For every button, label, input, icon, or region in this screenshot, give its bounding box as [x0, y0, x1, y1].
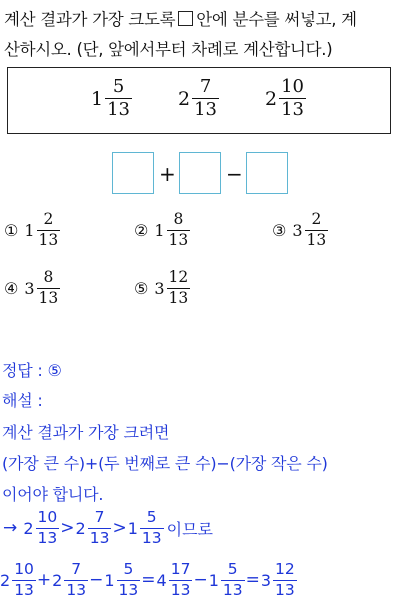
answer-blank-1[interactable]	[112, 152, 154, 194]
question-text-1b: 안에 분수를 써넣고, 계	[196, 10, 357, 29]
minus-operator: −	[226, 162, 243, 186]
whole: 2	[265, 87, 278, 110]
denominator: 13	[141, 528, 162, 547]
whole: 1	[104, 570, 115, 590]
numerator: 5	[227, 560, 238, 578]
choice-3[interactable]	[272, 212, 328, 248]
denominator: 13	[118, 580, 139, 599]
whole: 1	[24, 220, 35, 240]
whole: 4	[156, 570, 167, 590]
denominator: 13	[168, 288, 189, 307]
denominator: 13	[275, 580, 295, 599]
greater-than: >	[60, 518, 75, 538]
comparison-suffix: 이므로	[166, 519, 213, 539]
numerator: 17	[170, 560, 191, 578]
equals-sign: =	[141, 570, 156, 590]
whole: 2	[23, 518, 34, 538]
numerator: 5	[123, 560, 134, 578]
numerator: 7	[199, 76, 212, 97]
choice-5[interactable]	[134, 270, 190, 306]
whole: 3	[24, 278, 35, 298]
choice-mark: ⑤	[134, 278, 149, 298]
minus-sign: −	[193, 570, 208, 590]
whole: 2	[75, 518, 86, 538]
comparison-line	[2, 510, 213, 546]
numerator: 7	[94, 508, 105, 526]
whole: 2	[52, 570, 63, 590]
explanation-line-2: (가장 큰 수)+(두 번째로 큰 수)−(가장 작은 수)	[2, 454, 328, 473]
denominator: 13	[222, 580, 243, 599]
answer-blank-3[interactable]	[246, 152, 288, 194]
numerator: 12	[168, 268, 189, 286]
question-text-1a: 계산 결과가 가장 크도록	[4, 10, 176, 29]
whole: 1	[91, 87, 104, 110]
explanation-line-3: 이어야 합니다.	[2, 485, 104, 504]
denominator: 13	[194, 99, 217, 120]
denominator: 13	[89, 528, 110, 547]
choice-mark: ④	[4, 278, 19, 298]
given-number-3	[265, 78, 306, 119]
denominator: 13	[170, 580, 191, 599]
given-number-1	[91, 78, 132, 119]
numerator: 8	[173, 210, 184, 228]
plus-sign: +	[36, 570, 52, 590]
numerator: 5	[112, 76, 125, 97]
whole: 1	[208, 570, 219, 590]
denominator: 13	[168, 230, 189, 249]
minus-sign: −	[89, 570, 104, 590]
whole: 3	[154, 278, 165, 298]
numerator: 10	[14, 560, 34, 578]
question-line-1	[4, 6, 357, 30]
explanation-heading: 해설 :	[2, 391, 43, 410]
greater-than: >	[112, 518, 127, 538]
numerator: 10	[37, 508, 58, 526]
denominator: 13	[14, 580, 34, 599]
explanation-line-1: 계산 결과가 가장 크려면	[2, 423, 170, 442]
plus-operator: +	[159, 162, 176, 186]
whole: 1	[154, 220, 165, 240]
question-line-2: 산하시오. (단, 앞에서부터 차례로 계산합니다.)	[4, 40, 333, 59]
choice-2[interactable]	[134, 212, 190, 248]
whole: 1	[127, 518, 138, 538]
choice-mark: ①	[4, 220, 19, 240]
numerator: 7	[71, 560, 82, 578]
numerator: 12	[275, 560, 295, 578]
choice-1[interactable]	[4, 212, 60, 248]
given-number-2	[178, 78, 219, 119]
numerator: 5	[146, 508, 157, 526]
answer-line: 정답 : ⑤	[2, 361, 62, 380]
denominator: 13	[38, 288, 59, 307]
calculation-line	[0, 562, 297, 598]
choice-mark: ③	[272, 220, 287, 240]
arrow-icon: →	[3, 518, 18, 538]
whole: 2	[178, 87, 191, 110]
whole: 3	[292, 220, 303, 240]
equals-sign: =	[245, 570, 260, 590]
numerator: 2	[311, 210, 322, 228]
denominator: 13	[281, 99, 304, 120]
denominator: 13	[38, 230, 59, 249]
whole: 2	[0, 570, 11, 590]
choice-mark: ②	[134, 220, 149, 240]
denominator: 13	[107, 99, 130, 120]
blank-square-icon	[178, 11, 193, 26]
numerator: 10	[281, 76, 304, 97]
denominator: 13	[66, 580, 87, 599]
choice-4[interactable]	[4, 270, 60, 306]
denominator: 13	[37, 528, 58, 547]
whole: 3	[260, 570, 272, 590]
numerator: 2	[43, 210, 54, 228]
denominator: 13	[306, 230, 327, 249]
answer-blank-2[interactable]	[179, 152, 221, 194]
numerator: 8	[43, 268, 54, 286]
